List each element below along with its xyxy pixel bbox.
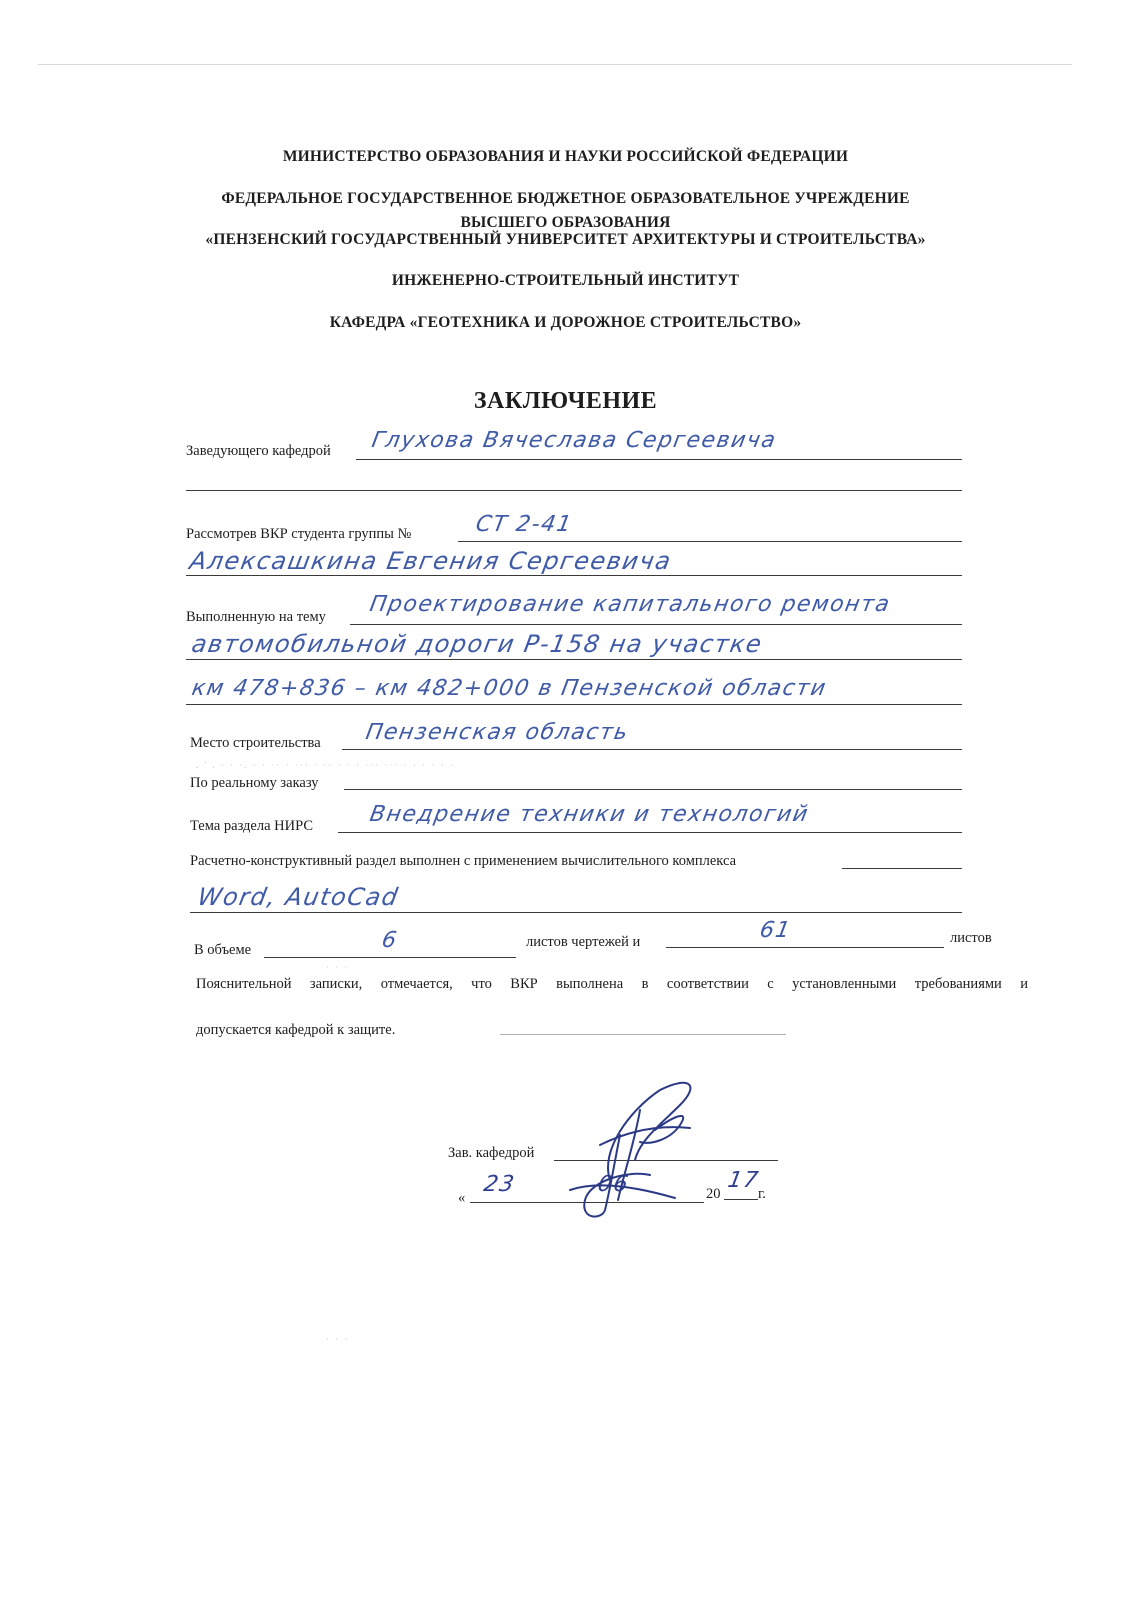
date-month-value: 06 [595, 1172, 632, 1197]
institution-heading-line2: ВЫСШЕГО ОБРАЗОВАНИЯ [460, 214, 671, 231]
topic-line-2 [186, 659, 962, 660]
institution-heading-line1: ФЕДЕРАЛЬНОЕ ГОСУДАРСТВЕННОЕ БЮДЖЕТНОЕ ОБРАЗОВАТЕЛЬНОЕ УЧРЕЖДЕНИЕ [221, 190, 910, 207]
conclusion-underline [500, 1034, 786, 1035]
head-line [356, 459, 962, 460]
place-label: Место строительства [190, 735, 321, 751]
group-label: Рассмотрев ВКР студента группы № [186, 526, 412, 542]
order-label: По реальному заказу [190, 775, 319, 791]
topic-value-line3: км 478+836 – км 482+000 в Пензенской области [189, 676, 829, 701]
date-quote-open: « [458, 1190, 466, 1206]
topic-label: Выполненную на тему [186, 609, 326, 625]
topic-value-line1: Проектирование капитального ремонта [367, 592, 893, 617]
date-year-suffix: г. [758, 1186, 766, 1202]
head-line-2 [186, 490, 962, 491]
sheets-line [666, 947, 944, 948]
head-value: Глухова Вячеслава Сергеевича [369, 428, 779, 453]
place-value: Пензенская область [363, 720, 631, 745]
nirs-label: Тема раздела НИРС [190, 818, 313, 834]
student-value: Алексашкина Евгения Сергеевича [187, 547, 675, 575]
drawings-line [264, 957, 516, 958]
date-day-value: 23 [481, 1172, 518, 1197]
order-line [344, 789, 962, 790]
conclusion-text-line2: допускается кафедрой к защите. [196, 1022, 396, 1038]
topic-value-line2: автомобильной дороги Р-158 на участке [189, 630, 765, 658]
group-value: СТ 2-41 [473, 512, 575, 537]
topic-line-3 [186, 704, 962, 705]
calc-line-2 [190, 912, 962, 913]
nirs-line [338, 832, 962, 833]
calc-line-1 [842, 868, 962, 869]
conclusion-text-line1: Пояснительной записки, отмечается, что ВКР выполнена в соответствии с установленными требованиями и [196, 976, 1028, 992]
date-year-prefix: 20 [706, 1186, 721, 1202]
group-line [458, 541, 962, 542]
document-title: ЗАКЛЮЧЕНИЕ [473, 388, 658, 414]
signature-role-label: Зав. кафедрой [448, 1145, 535, 1161]
calc-label: Расчетно-конструктивный раздел выполнен с применением вычислительного комплекса [190, 853, 737, 869]
drawings-label: листов чертежей и [526, 934, 641, 950]
place-line [342, 749, 962, 750]
student-line [186, 575, 962, 576]
scan-dots-2: · · · [326, 1334, 350, 1344]
erased-marks: . ' . · · ·. · · ·· · ··· · ·· · · · ··· ··· · · · · · · [196, 760, 456, 770]
sheets-label: листов [950, 930, 992, 946]
date-year-value: 17 [725, 1168, 762, 1193]
drawings-value: 6 [379, 928, 400, 953]
handwritten-signature [540, 1070, 740, 1230]
institute-heading: ИНЖЕНЕРНО-СТРОИТЕЛЬНЫЙ ИНСТИТУТ [391, 272, 740, 289]
head-label: Заведующего кафедрой [186, 443, 331, 459]
page-edge [38, 64, 1072, 87]
calc-value: Word, AutoCad [195, 883, 402, 911]
department-heading: КАФЕДРА «ГЕОТЕХНИКА И ДОРОЖНОЕ СТРОИТЕЛЬСТВО» [329, 314, 802, 331]
ministry-heading: МИНИСТЕРСТВО ОБРАЗОВАНИЯ И НАУКИ РОССИЙСКОЙ ФЕДЕРАЦИИ [282, 148, 849, 165]
nirs-value: Внедрение техники и технологий [367, 802, 811, 827]
sheets-value: 61 [757, 918, 794, 943]
topic-line-1 [350, 624, 962, 625]
university-heading: «ПЕНЗЕНСКИЙ ГОСУДАРСТВЕННЫЙ УНИВЕРСИТЕТ АРХИТЕКТУРЫ И СТРОИТЕЛЬСТВА» [205, 231, 926, 248]
volume-label: В объеме [194, 942, 252, 958]
scan-dots: · · · [326, 962, 350, 972]
